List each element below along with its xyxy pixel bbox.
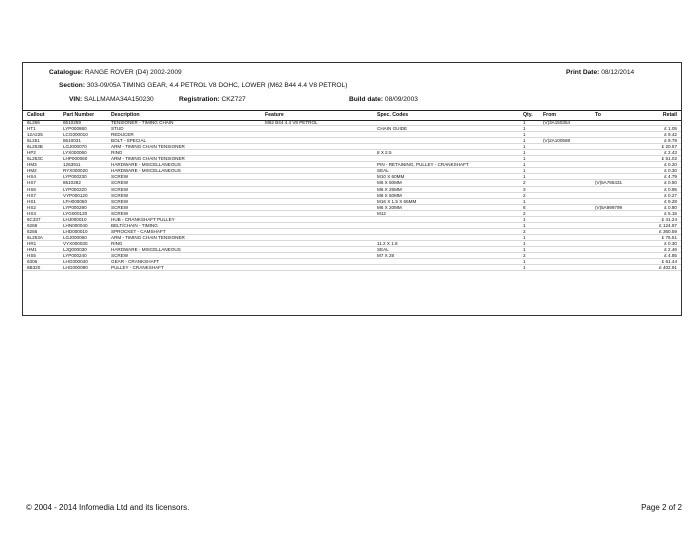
cell-spec-codes: M6 X 20MM bbox=[377, 204, 402, 210]
cell-qty: 1 bbox=[523, 144, 526, 150]
cell-description: ARM - TIMING CHAIN TENSIONER bbox=[111, 234, 185, 240]
cell-description: SCREW bbox=[111, 180, 129, 186]
cell-description: GEAR - CRANKSHAFT bbox=[111, 259, 160, 265]
parts-table-body bbox=[23, 120, 681, 271]
cell-retail: £ 61.44 bbox=[661, 259, 677, 265]
cell-part-number: VYX000030 bbox=[63, 240, 88, 246]
cell-qty: 1 bbox=[523, 198, 526, 204]
cell-spec-codes: PIN - RETAINING, PULLEY - CRANKSHAFT bbox=[377, 162, 469, 168]
cell-retail: £ 1.05 bbox=[664, 126, 677, 132]
cell-callout: HS2 bbox=[27, 204, 36, 210]
cell-qty: 1 bbox=[523, 174, 526, 180]
col-retail: Retail bbox=[662, 112, 677, 118]
cell-description: SCREW bbox=[111, 204, 129, 210]
cell-part-number: LHJ000010 bbox=[63, 216, 87, 222]
cell-part-number: LHG000040 bbox=[63, 259, 88, 265]
print-date-value: 08/12/2014 bbox=[601, 69, 635, 76]
cell-qty: 1 bbox=[523, 246, 526, 252]
cell-retail: £ 9.28 bbox=[664, 198, 677, 204]
footer-page-number: Page 2 of 2 bbox=[641, 503, 682, 512]
cell-callout: HS7 bbox=[27, 192, 36, 198]
cell-qty: 2 bbox=[523, 253, 526, 259]
cell-part-number: LYP000860 bbox=[63, 126, 87, 132]
cell-retail: £ 2.43 bbox=[664, 150, 677, 156]
cell-retail: £ 9.42 bbox=[664, 132, 677, 138]
cell-part-number: LHG000090 bbox=[63, 265, 88, 271]
cell-spec-codes: 8 X 2.5 bbox=[377, 150, 392, 156]
cell-qty: 1 bbox=[523, 120, 526, 125]
cell-retail: £ 2.46 bbox=[664, 246, 677, 252]
cell-part-number: LYP000240 bbox=[63, 253, 87, 259]
cell-spec-codes: SEAL bbox=[377, 168, 389, 174]
cell-callout: HS6 bbox=[27, 186, 36, 192]
cell-description: SCREW bbox=[111, 192, 129, 198]
cell-description: REDUCER bbox=[111, 132, 134, 138]
col-callout: Callout bbox=[27, 112, 45, 118]
cell-description: HARDWARE - MISCELLANEOUS bbox=[111, 168, 181, 174]
parts-sheet bbox=[22, 62, 682, 316]
cell-qty: 1 bbox=[523, 216, 526, 222]
cell-qty: 1 bbox=[523, 132, 526, 138]
cell-qty: 1 bbox=[523, 234, 526, 240]
cell-part-number: LJQ000030 bbox=[63, 246, 87, 252]
section-label: Section: bbox=[59, 82, 86, 89]
cell-qty: 1 bbox=[523, 156, 526, 162]
registration-label: Registration: bbox=[179, 96, 220, 103]
print-date-label: Print Date: bbox=[566, 69, 600, 76]
cell-qty: 3 bbox=[523, 186, 526, 192]
cell-qty: 1 bbox=[523, 265, 526, 271]
cell-retail: £ 4.85 bbox=[664, 253, 677, 259]
sheet-header bbox=[23, 63, 681, 109]
vin-label: VIN: bbox=[69, 96, 83, 103]
cell-callout: 6L266 bbox=[27, 120, 40, 125]
cell-qty: 1 bbox=[523, 162, 526, 168]
catalogue-line bbox=[49, 69, 182, 76]
cell-callout: HS3 bbox=[27, 210, 36, 216]
cell-part-number: RYX000020 bbox=[63, 168, 88, 174]
cell-callout: HR1 bbox=[27, 240, 37, 246]
cell-retail: £ 360.59 bbox=[659, 228, 677, 234]
cell-qty: 1 bbox=[523, 126, 526, 132]
cell-qty: 8 bbox=[523, 204, 526, 210]
build-date-value: 08/09/2003 bbox=[384, 96, 418, 103]
cell-retail: £ 76.51 bbox=[661, 234, 677, 240]
cell-callout: HP2 bbox=[27, 150, 36, 156]
cell-retail: £ 0.20 bbox=[664, 162, 677, 168]
section-line bbox=[59, 82, 347, 89]
cell-callout: HT1 bbox=[27, 126, 36, 132]
cell-part-number: VYP000120 bbox=[63, 192, 88, 198]
cell-description: BOLT - SPECIAL bbox=[111, 138, 147, 144]
cell-callout: 6L253B bbox=[27, 144, 43, 150]
cell-part-number: LFH000050 bbox=[63, 198, 88, 204]
cell-part-number: LYP000220 bbox=[63, 186, 87, 192]
cell-from: (V)2A100588 bbox=[543, 138, 571, 144]
cell-callout: HS7 bbox=[27, 180, 36, 186]
cell-description: HARDWARE - MISCELLANEOUS bbox=[111, 246, 181, 252]
cell-retail: £ 0.95 bbox=[664, 186, 677, 192]
cell-callout: 6C337 bbox=[27, 216, 41, 222]
cell-qty: 1 bbox=[523, 138, 526, 144]
col-part-number: Part Number bbox=[63, 112, 95, 118]
cell-part-number: LYX000060 bbox=[63, 150, 87, 156]
cell-to: (V)5A765431 bbox=[595, 180, 623, 186]
build-date-label: Build date: bbox=[349, 96, 384, 103]
print-date-line bbox=[566, 69, 634, 76]
cell-description: RING bbox=[111, 240, 123, 246]
col-qty: Qty. bbox=[523, 112, 533, 118]
cell-callout: 6L253C bbox=[27, 156, 44, 162]
cell-part-number: LHD000010 bbox=[63, 228, 88, 234]
cell-feature: M62 B44 4.4 V8 PETROL bbox=[265, 120, 318, 125]
col-to: To bbox=[595, 112, 601, 118]
cell-retail: £ 0.50 bbox=[664, 180, 677, 186]
cell-spec-codes: M6 X 50MM bbox=[377, 180, 402, 186]
col-feature: Feature bbox=[265, 112, 284, 118]
cell-retail: £ 5.15 bbox=[664, 210, 677, 216]
cell-part-number: LGJ000070 bbox=[63, 144, 87, 150]
cell-callout: 6L251 bbox=[27, 138, 40, 144]
cell-spec-codes: M6 X 50MM bbox=[377, 192, 402, 198]
cell-qty: 1 bbox=[523, 150, 526, 156]
cell-part-number: 8510259 bbox=[63, 120, 81, 125]
cell-from: (V)3A150354 bbox=[543, 120, 571, 125]
cell-description: SCREW bbox=[111, 174, 129, 180]
cell-qty: 2 bbox=[523, 192, 526, 198]
cell-callout: HM2 bbox=[27, 168, 37, 174]
cell-description: ARM - TIMING CHAIN TENSIONER bbox=[111, 144, 185, 150]
cell-callout: HM3 bbox=[27, 162, 37, 168]
cell-qty: 2 bbox=[523, 210, 526, 216]
cell-description: SCREW bbox=[111, 253, 129, 259]
cell-retail: £ 20.57 bbox=[661, 144, 677, 150]
cell-spec-codes: M16 X 1.5 X 65MM bbox=[377, 198, 417, 204]
cell-retail: £ 4.79 bbox=[664, 174, 677, 180]
cell-spec-codes: CHAIN GUIDE bbox=[377, 126, 408, 132]
col-spec-codes: Spec. Codes bbox=[377, 112, 409, 118]
cell-callout: HS1 bbox=[27, 198, 36, 204]
cell-callout: HS4 bbox=[27, 174, 36, 180]
registration-value: CKZ727 bbox=[221, 96, 246, 103]
cell-retail: £ 9.79 bbox=[664, 138, 677, 144]
cell-callout: 12A225 bbox=[27, 132, 43, 138]
cell-spec-codes: M7 X 28 bbox=[377, 253, 395, 259]
cell-description: BELT/CHAIN - TIMING bbox=[111, 222, 158, 228]
cell-part-number: 8510031 bbox=[63, 138, 81, 144]
cell-callout: 6L253A bbox=[27, 234, 43, 240]
cell-part-number: LYP000290 bbox=[63, 204, 87, 210]
cell-callout: 6306 bbox=[27, 259, 38, 265]
cell-retail: £ 0.27 bbox=[664, 192, 677, 198]
footer-copyright: © 2004 - 2014 Infomedia Ltd and its licensors. bbox=[26, 503, 190, 512]
col-description: Description bbox=[111, 112, 140, 118]
cell-part-number: LYP000230 bbox=[63, 174, 87, 180]
cell-qty: 2 bbox=[523, 228, 526, 234]
cell-callout: 6256 bbox=[27, 228, 38, 234]
col-from: From bbox=[543, 112, 556, 118]
cell-qty: 1 bbox=[523, 240, 526, 246]
cell-retail: £ 402.91 bbox=[659, 265, 677, 271]
build-date-line bbox=[349, 96, 418, 103]
cell-retail: £ 41.24 bbox=[661, 216, 677, 222]
cell-retail: £ 0.30 bbox=[664, 168, 677, 174]
cell-qty: 1 bbox=[523, 222, 526, 228]
cell-retail: £ 0.30 bbox=[664, 240, 677, 246]
cell-description: SPROCKET - CAMSHAFT bbox=[111, 228, 166, 234]
cell-callout: 6268 bbox=[27, 222, 38, 228]
cell-callout: 6B320 bbox=[27, 265, 41, 271]
cell-retail: £ 124.97 bbox=[659, 222, 677, 228]
cell-part-number: LGJ000060 bbox=[63, 234, 87, 240]
cell-spec-codes: 11.2 X 1.8 bbox=[377, 240, 398, 246]
cell-qty: 1 bbox=[523, 168, 526, 174]
cell-description: HUB - CRANKSHAFT PULLEY bbox=[111, 216, 175, 222]
vin-value: SALLMAMA34A150230 bbox=[84, 96, 154, 103]
catalogue-label: Catalogue: bbox=[49, 69, 84, 76]
cell-spec-codes: M10 X 60MM bbox=[377, 174, 405, 180]
cell-description: RING bbox=[111, 150, 123, 156]
cell-callout: HS5 bbox=[27, 253, 36, 259]
cell-description: TENSIONER - TIMING CHAIN bbox=[111, 120, 174, 125]
cell-description: STUD bbox=[111, 126, 124, 132]
cell-part-number: 1263911 bbox=[63, 162, 81, 168]
cell-retail: £ 51.02 bbox=[661, 156, 677, 162]
section-value: 303-09/05A TIMING GEAR, 4.4 PETROL V8 DOHC, LOWER (M62 B44 4.4 V8 PETROL) bbox=[86, 82, 348, 89]
cell-spec-codes: SEAL bbox=[377, 246, 389, 252]
table-row bbox=[23, 265, 681, 271]
cell-part-number: LYG000120 bbox=[63, 210, 88, 216]
vin-line bbox=[69, 96, 154, 103]
cell-spec-codes: M6 X 25MM bbox=[377, 186, 402, 192]
cell-description: SCREW bbox=[111, 198, 129, 204]
cell-spec-codes: M12 bbox=[377, 210, 386, 216]
cell-qty: 2 bbox=[523, 180, 526, 186]
catalogue-value: RANGE ROVER (D4) 2002-2009 bbox=[84, 69, 182, 76]
cell-part-number: 8510282 bbox=[63, 180, 81, 186]
cell-description: SCREW bbox=[111, 186, 129, 192]
cell-part-number: LHP000060 bbox=[63, 156, 88, 162]
cell-part-number: LHN000040 bbox=[63, 222, 88, 228]
cell-callout: HM1 bbox=[27, 246, 37, 252]
cell-description: HARDWARE - MISCELLANEOUS bbox=[111, 162, 181, 168]
cell-retail: £ 0.80 bbox=[664, 204, 677, 210]
cell-part-number: LCG000010 bbox=[63, 132, 88, 138]
cell-to: (V)5A999799 bbox=[595, 204, 623, 210]
cell-description: SCREW bbox=[111, 210, 129, 216]
registration-line bbox=[179, 96, 246, 103]
cell-description: PULLEY - CRANKSHAFT bbox=[111, 265, 164, 271]
cell-qty: 1 bbox=[523, 259, 526, 265]
cell-description: ARM - TIMING CHAIN TENSIONER bbox=[111, 156, 185, 162]
